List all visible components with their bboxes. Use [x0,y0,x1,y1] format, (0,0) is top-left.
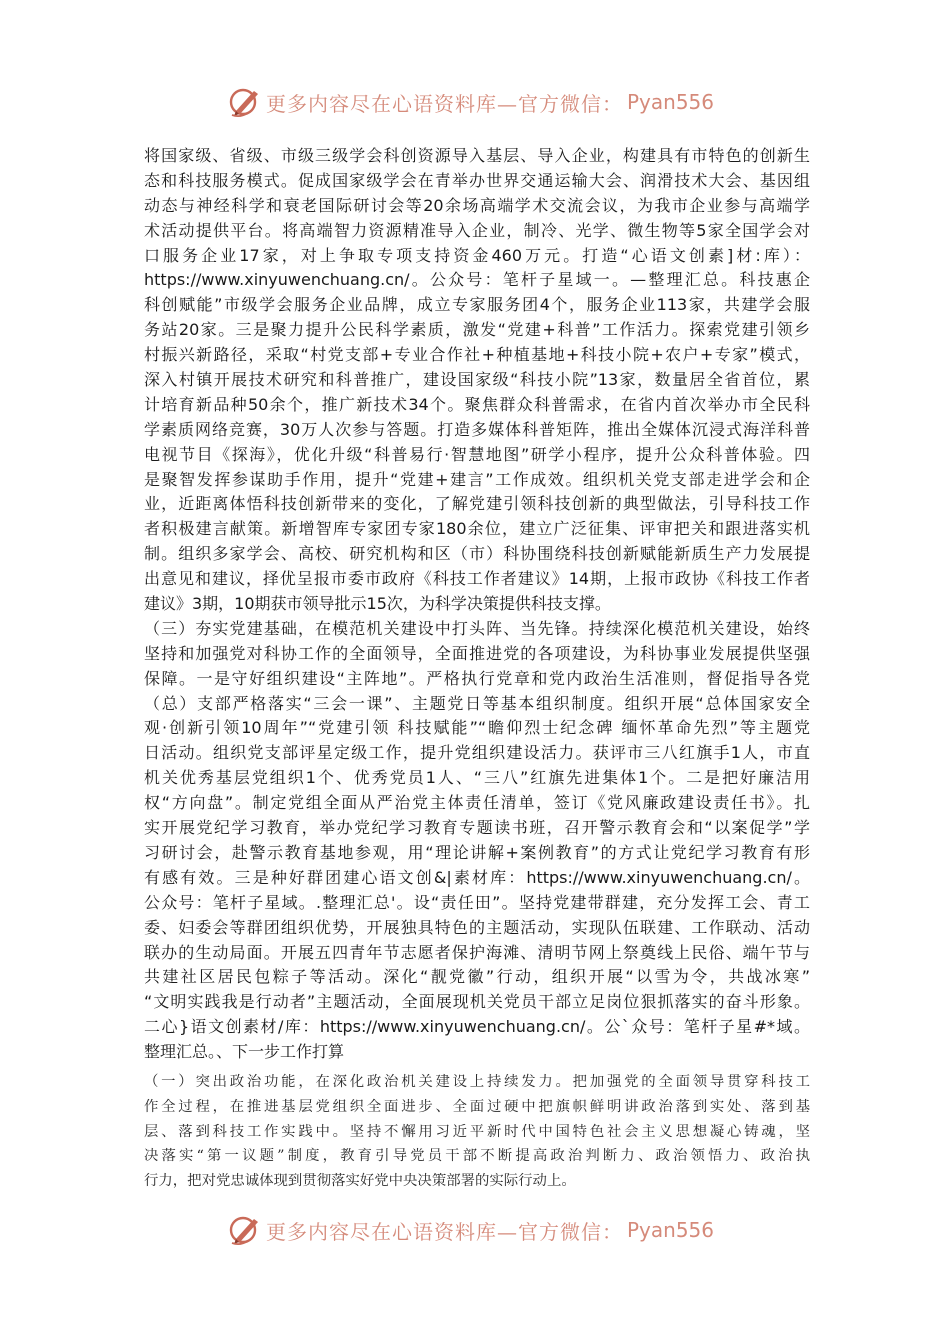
text-line: 共建社区居民包粽子等活动。深化“靓党徽”行动，组织开展“以雪为令，共战冰寒” [144,967,810,987]
main-text [144,144,810,1065]
text-line: 业，近距离体悟科技创新带来的变化，了解党建引领科技创新的典型做法，引导科技工作 [144,494,810,514]
text-line: 制。组织多家学会、高校、研究机构和区（市）科协围绕科技创新赋能新质生产力发展提 [144,544,810,564]
text-line: 公众号：笔杆子星域。.整理汇总'。设“责任田”。坚持党建带群建，充分发挥工会、青工 [144,892,810,912]
text-line: 电视节目《探海》，优化升级“科普易行·智慧地图”研学小程序，提升公众科普体验。四 [144,444,810,464]
text-line: 习研讨会，赴警示教育基地参观，用“理论讲解+案例教育”的方式让党纪学习教育有形 [144,842,810,862]
text-line: 层、落到科技工作实践中。坚持不懈用习近平新时代中国特色社会主义思想凝心铸魂，坚 [144,1123,810,1140]
footer-banner [228,1210,728,1250]
text-line: “文明实践我是行动者”主题活动，全面展现机关党员干部立足岗位狠抓落实的奋斗形象。 [144,992,810,1012]
text-line: https://www.xinyuwenchuang.cn/。公众号：笔杆子星域一。—整理汇总。科技惠企 [144,270,810,290]
text-line: 术活动提供平台。将高端智力资源精准导入企业，制冷、光学、微生物等5家全国学会对 [144,220,810,240]
text-line: 村振兴新路径，采取“村党支部+专业合作社+种植基地+科技小院+农户+专家”模式， [144,345,810,365]
text-line: 坚持和加强党对科协工作的全面领导，全面推进党的各项建设，为科协事业发展提供坚强 [144,643,810,663]
text-line: 二心}语文创素材/库：https://www.xinyuwenchuang.cn/。公`众号：笔杆子星#*域。 [144,1017,810,1037]
text-line: （三）夯实党建基础，在模范机关建设中打头阵、当先锋。持续深化模范机关建设，始终 [144,618,810,638]
text-line: 将国家级、省级、市级三级学会科创资源导入基层、导入企业，构建具有市特色的创新生 [144,146,810,165]
banner-wechat-id: Pyan556 [627,1218,715,1242]
text-line: 行力，把对党忠诚体现到贯彻落实好党中央决策部署的实际行动上。 [144,1173,576,1190]
text-line: 机关优秀基层党组织1个、优秀党员1人、“三八”红旗先进集体1个。二是把好廉洁用 [144,768,810,788]
text-line: 保障。一是守好组织建设“主阵地”。严格执行党章和党内政治生活准则，督促指导各党 [144,668,810,688]
text-line: 学素质网络竞赛，30万人次参与答题。打造多媒体科普矩阵，推出全媒体沉浸式海洋科普 [144,419,810,439]
next-steps-text [144,1070,810,1194]
pen-logo-icon [228,1213,262,1247]
text-line: 出意见和建议，择优呈报市委市政府《科技工作者建议》14期，上报市政协《科技工作者 [144,569,810,589]
text-line: 实开展党纪学习教育，举办党纪学习教育专题读书班，召开警示教育会和“以案促学”学 [144,818,810,838]
header-banner [228,82,728,122]
text-line: 是聚智发挥参谋助手作用，提升“党建+建言”工作成效。组织机关党支部走进学会和企 [144,469,810,489]
text-line: 日活动。组织党支部评星定级工作，提升党组织建设活力。获评市三八红旗手1人，市直 [144,743,810,763]
text-line: 有感有效。三是种好群团建心语文创&|素材库：https://www.xinyuwenchuang.cn/。 [144,867,810,887]
text-line: 观·创新引领10周年”“党建引领 科技赋能”“瞻仰烈士纪念碑 缅怀革命先烈”等主题党 [144,718,810,738]
banner-text: 更多内容尽在心语资料库—官方微信： [266,1219,623,1244]
text-line: 动态与神经科学和衰老国际研讨会等20余场高端学术交流会议，为我市企业参与高端学 [144,195,810,215]
text-line: 建议》3期，10期获市领导批示15次，为科学决策提供科技支撑。 [144,594,611,614]
text-line: 深入村镇开展技术研究和科普推广，建设国家级“科技小院”13家，数量居全省首位，累 [144,370,810,390]
text-line: 计培育新品种50余个，推广新技术34个。聚焦群众科普需求，在省内首次举办市全民科 [144,394,810,414]
text-line: 联办的生动局面。开展五四青年节志愿者保护海滩、清明节网上祭奠线上民俗、端午节与 [144,942,810,962]
text-line: 权“方向盘”。制定党组全面从严治党主体责任清单，签订《党风廉政建设责任书》。扎 [144,793,810,813]
pen-logo-icon [228,85,262,119]
text-line: （总）支部严格落实“三会一课”、主题党日等基本组织制度。组织开展“总体国家安全 [144,693,810,713]
banner-text: 更多内容尽在心语资料库—官方微信： [266,91,623,116]
text-line: 者积极建言献策。新增智库专家团专家180余位，建立广泛征集、评审把关和跟进落实机 [144,519,810,539]
text-line: 口服务企业17家，对上争取专项支持资金460万元。打造“心语文创素]材:库）： [144,245,810,265]
text-line: 整理汇总。、下一步工作打算 [144,1042,345,1062]
text-line: 决落实“第一议题”制度，教育引导党员干部不断提高政治判断力、政治领悟力、政治执 [144,1148,810,1165]
text-line: 科创赋能”市级学会服务企业品牌，成立专家服务团4个，服务企业113家，共建学会服 [144,295,810,315]
text-line: 委、妇委会等群团组织优势，开展独具特色的主题活动，实现队伍联建、工作联动、活动 [144,917,810,937]
text-line: 作全过程，在推进基层党组织全面进步、全面过硬中把旗帜鲜明讲政治落到实处、落到基 [144,1098,810,1115]
text-line: 态和科技服务模式。促成国家级学会在青举办世界交通运输大会、润滑技术大会、基因组 [144,170,810,190]
banner-wechat-id: Pyan556 [627,90,715,114]
text-line: 务站20家。三是聚力提升公民科学素质，激发“党建+科普”工作活力。探索党建引领乡 [144,320,810,340]
text-line: （一）突出政治功能，在深化政治机关建设上持续发力。把加强党的全面领导贯穿科技工 [144,1074,810,1090]
